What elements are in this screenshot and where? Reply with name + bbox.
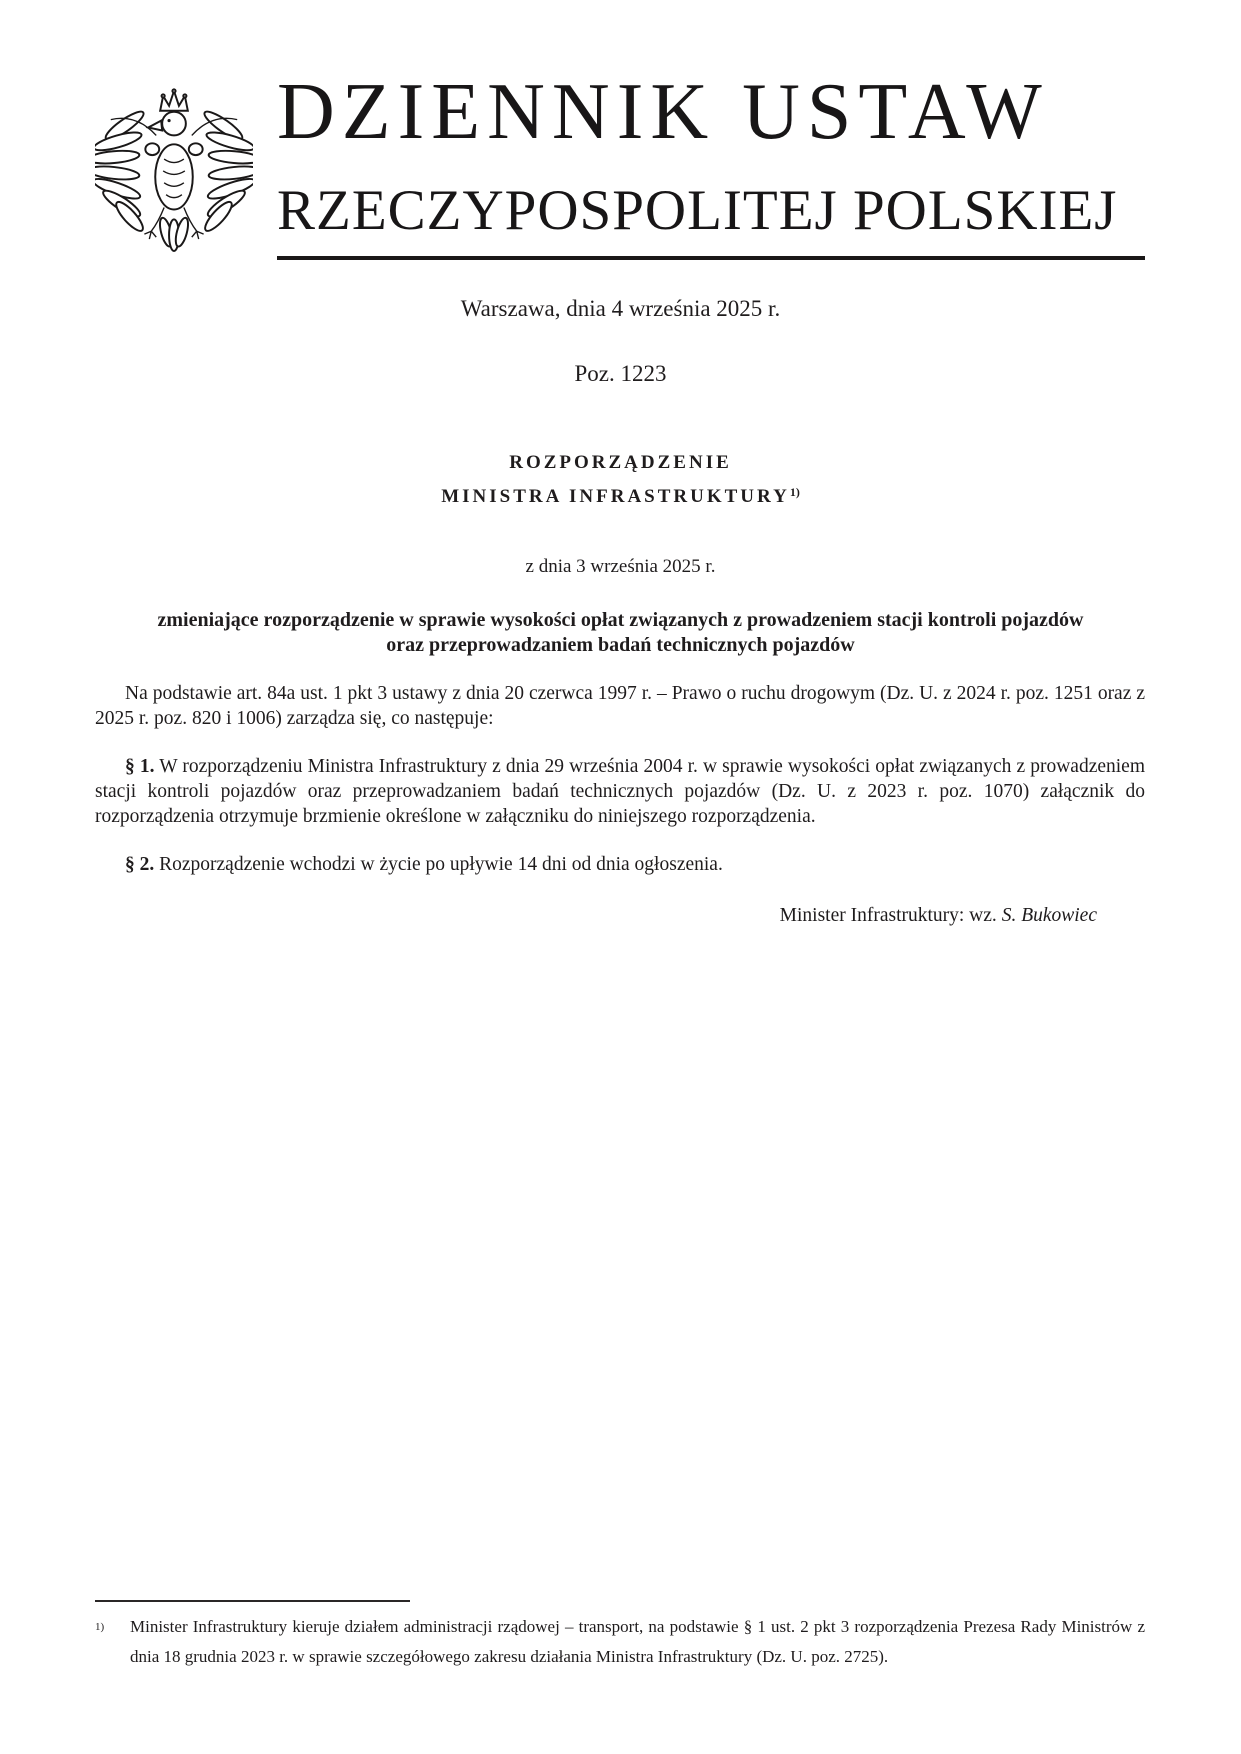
act-type-heading: ROZPORZĄDZENIE — [509, 452, 732, 473]
act-subject — [0, 608, 1241, 658]
journal-title: DZIENNIK USTAW — [277, 68, 1049, 156]
preamble-paragraph: Na podstawie art. 84a ust. 1 pkt 3 ustawy z dnia 20 czerwca 1997 r. – Prawo o ruchu drogowym (Dz. U. z 2024 r. poz. 1251 oraz z 2025 r. poz. 820 i 1006) zarządza się, co następuje: — [95, 683, 1145, 729]
footnote — [95, 1612, 1145, 1672]
footnote-reference-mark: 1) — [789, 485, 800, 499]
masthead-rule — [277, 256, 1145, 260]
paragraph-1-label: § 1. — [125, 756, 155, 777]
masthead-titles — [277, 68, 1145, 242]
footnote-rule — [95, 1600, 410, 1602]
act-date: z dnia 3 września 2025 r. — [525, 556, 716, 577]
paragraph-1 — [95, 754, 1145, 829]
act-issuer-text: MINISTRA INFRASTRUKTURY — [441, 486, 790, 507]
publication-dateline: Warszawa, dnia 4 września 2025 r. — [460, 296, 781, 321]
paragraph-2-text: Rozporządzenie wchodzi w życie po upływie 14 dni od dnia ogłoszenia. — [154, 854, 723, 875]
act-issuer-heading — [0, 485, 1241, 508]
act-subject-line2: oraz przeprowadzaniem badań technicznych pojazdów — [386, 634, 855, 656]
paragraph-1-text: W rozporządzeniu Ministra Infrastruktury z dnia 29 września 2004 r. w sprawie wysokości opłat związanych z prowadzeniem stacji kontroli pojazdów oraz przeprowadzaniem badań technicznych pojazdów (Dz. U. z 2023 r. poz. 1070) załącznik do rozporządzenia otrzymuje brzmienie określone w załączniku do niniejszego rozporządzenia. — [95, 756, 1145, 827]
signature-line — [95, 905, 1145, 927]
masthead — [95, 68, 1145, 262]
act-body — [95, 681, 1145, 900]
footnote-text: Minister Infrastruktury kieruje działem administracji rządowej – transport, na podstawie § 1 ust. 2 pkt 3 rozporządzenia Prezesa Rady Ministrów z dnia 18 grudnia 2023 r. w sprawie szczegółowego zakresu działania Ministra Infrastruktury (Dz. U. poz. 2725). — [130, 1617, 1145, 1666]
signature-name: S. Bukowiec — [1001, 905, 1097, 926]
paragraph-2-label: § 2. — [125, 854, 155, 875]
position-number: Poz. 1223 — [574, 361, 667, 386]
act-subject-line1: zmieniające rozporządzenie w sprawie wysokości opłat związanych z prowadzeniem stacji kontroli pojazdów — [157, 609, 1084, 631]
paragraph-2 — [95, 852, 1145, 877]
polish-eagle-emblem — [95, 74, 253, 262]
signature-title: Minister Infrastruktury: wz. — [779, 905, 1002, 926]
journal-subtitle: RZECZYPOSPOLITEJ POLSKIEJ — [277, 179, 1118, 242]
footnote-ref-mark: 1) — [95, 1621, 105, 1633]
